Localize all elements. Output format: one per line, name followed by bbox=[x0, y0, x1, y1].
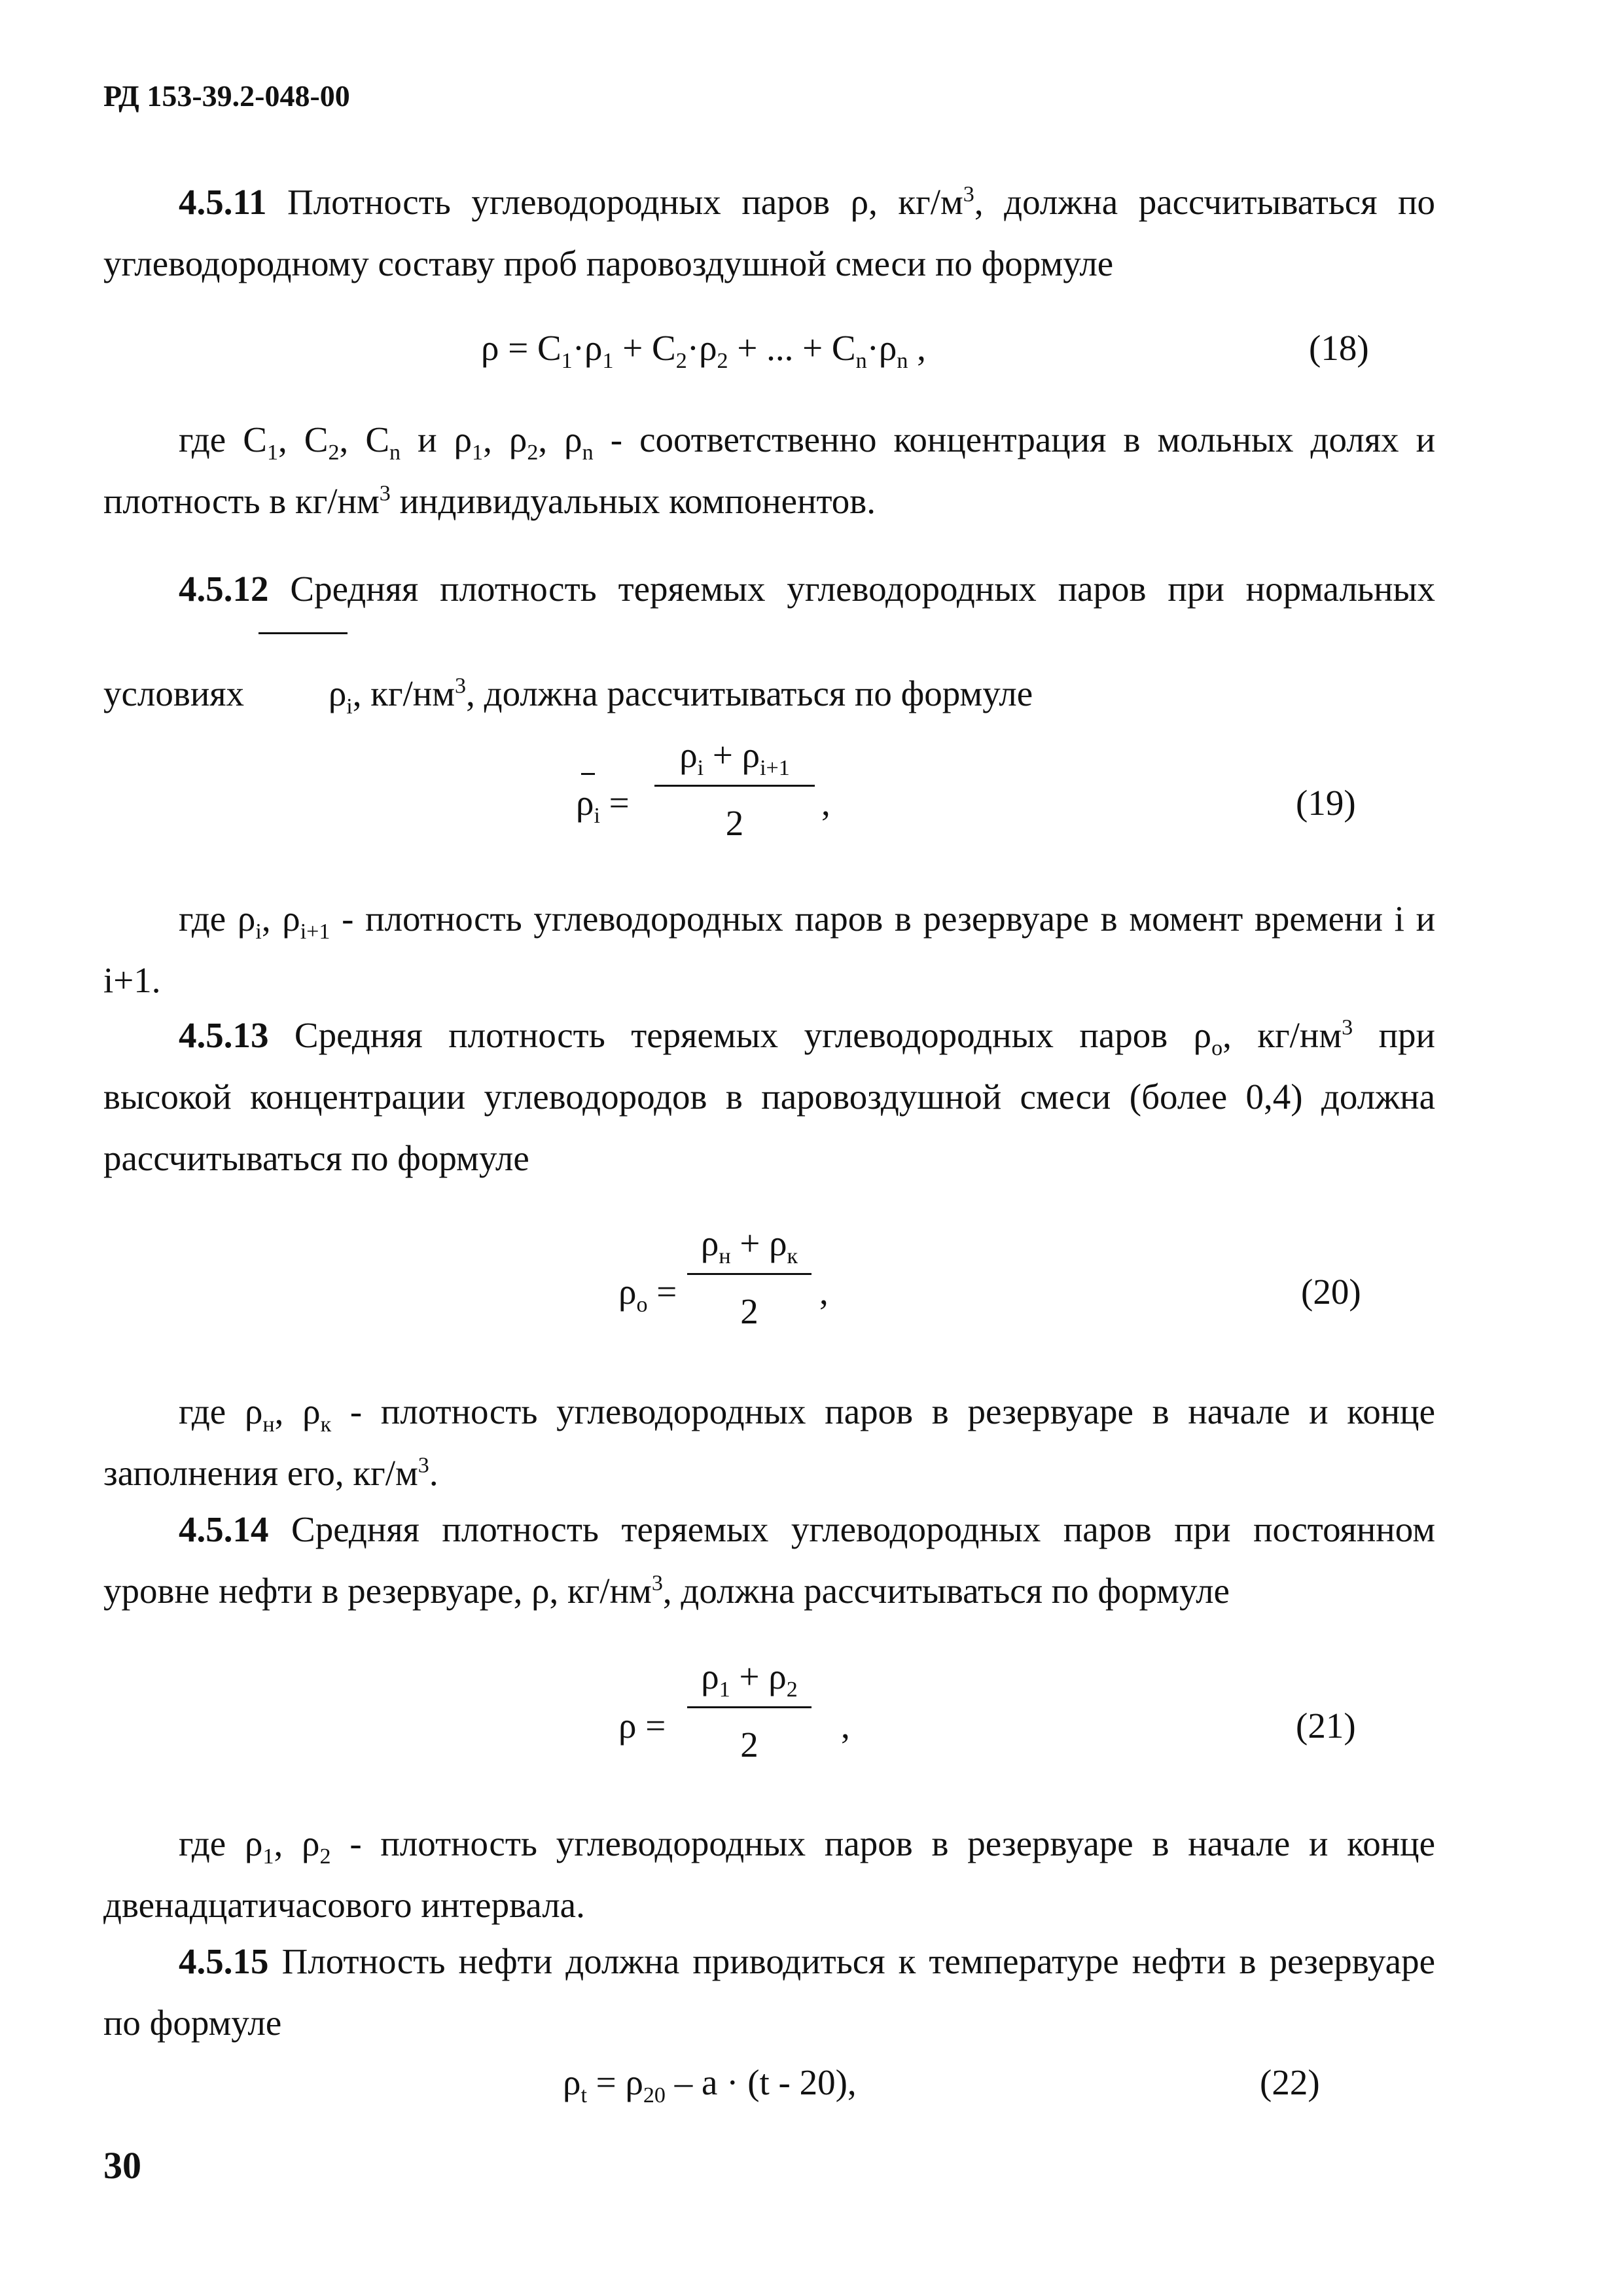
where-clause-20: где $\rho_н$, $\rho_к$ - плотность углеводородных паров в резервуаре в начале и конце заполнения его, $кг/м^3$. bbox=[103, 1391, 1435, 1493]
equation-number-20: (20) bbox=[1301, 1272, 1361, 1312]
formula-21-lhs: ρ = bbox=[618, 1706, 666, 1746]
section-4-5-11-text bbox=[103, 171, 1435, 295]
equation-number-21: (21) bbox=[1296, 1706, 1356, 1746]
section-4-5-15-text: 4.5.15 Плотность нефти должна приводиться к температуре нефти в резервуаре по формуле bbox=[103, 1941, 1435, 2043]
section-4-5-14-text: 4.5.14 Средняя плотность теряемых углеводородных паров при постоянном уровне нефти в резервуаре, ρ, $кг/нм^3$, должна рассчитываться по формуле bbox=[103, 1509, 1435, 1611]
section-text: , должна рассчитываться по углеводородному составу проб паровоздушной смеси по формуле bbox=[103, 182, 1435, 283]
document-code-header: РД 153-39.2-048-00 bbox=[103, 79, 350, 113]
mean-density-symbol: $\rho_i$ bbox=[253, 641, 353, 746]
page-number: 30 bbox=[103, 2144, 141, 2187]
where-clause-18: где $C_1$, $C_2$, $C_n$ и $\rho_1$, $\rho_2$, $\rho_n$ - соответственно концентрация в мольных долях и плотность в $кг/нм^3$ индивидуальных компонентов. bbox=[103, 420, 1436, 521]
equation-number-18: (18) bbox=[1309, 328, 1369, 368]
section-number: 4.5.13 bbox=[179, 1015, 269, 1055]
formula-20-lhs: $\rho_о$ = bbox=[618, 1272, 677, 1317]
formula-19-lhs: $\rho_i$ = bbox=[576, 783, 630, 828]
formula-21-fraction: $\rho_1 + \rho_2$ 2 bbox=[687, 1656, 812, 1765]
section-4-5-13-text: 4.5.13 Средняя плотность теряемых углеводородных паров $\rho_о$, $кг/нм^3$ при высокой концентрации углеводородов в паровоздушной смеси (более 0,4) должна рассчитываться по формуле bbox=[103, 1015, 1435, 1178]
formula-20-fraction: $\rho_н + \rho_к$ 2 bbox=[687, 1223, 812, 1332]
where-clause-19: где $\rho_i$, $\rho_{i+1}$ - плотность углеводородных паров в резервуаре в момент времени i и i+1. bbox=[103, 899, 1435, 1000]
formula-18: $\rho = C_1\cdot\rho_1 + C_2\cdot\rho_2$ + ... + $C_n\cdot\rho_n$ , bbox=[481, 328, 926, 373]
section-number: 4.5.14 bbox=[179, 1509, 269, 1549]
where-clause-21: где $\rho_1$, $\rho_2$ - плотность углеводородных паров в резервуаре в начале и конце двенадцатичасового интервала. bbox=[103, 1823, 1435, 1925]
section-4-5-12-text: 4.5.12 Средняя плотность теряемых углеводородных паров при нормальных условиях $\rho_i$, $кг/нм^3$, должна рассчитываться по формуле bbox=[103, 537, 1435, 746]
formula-19-comma: , bbox=[821, 783, 830, 823]
superscript: 3 bbox=[963, 182, 974, 207]
formula-22: $\rho_t = \rho_{20} - a \cdot (t - 20)$, bbox=[563, 2062, 857, 2108]
section-number: 4.5.12 bbox=[179, 569, 269, 609]
equation-number-19: (19) bbox=[1296, 783, 1356, 823]
section-number: 4.5.15 bbox=[179, 1941, 269, 1981]
equation-number-22: (22) bbox=[1260, 2062, 1320, 2102]
formula-21-comma: , bbox=[841, 1706, 850, 1746]
section-number: 4.5.11 bbox=[179, 182, 267, 222]
formula-19-fraction: $\rho_i + \rho_{i+1}$ 2 bbox=[654, 734, 815, 844]
section-text: Плотность углеводородных паров ρ, кг/м bbox=[266, 182, 963, 222]
formula-20-comma: , bbox=[819, 1272, 829, 1312]
